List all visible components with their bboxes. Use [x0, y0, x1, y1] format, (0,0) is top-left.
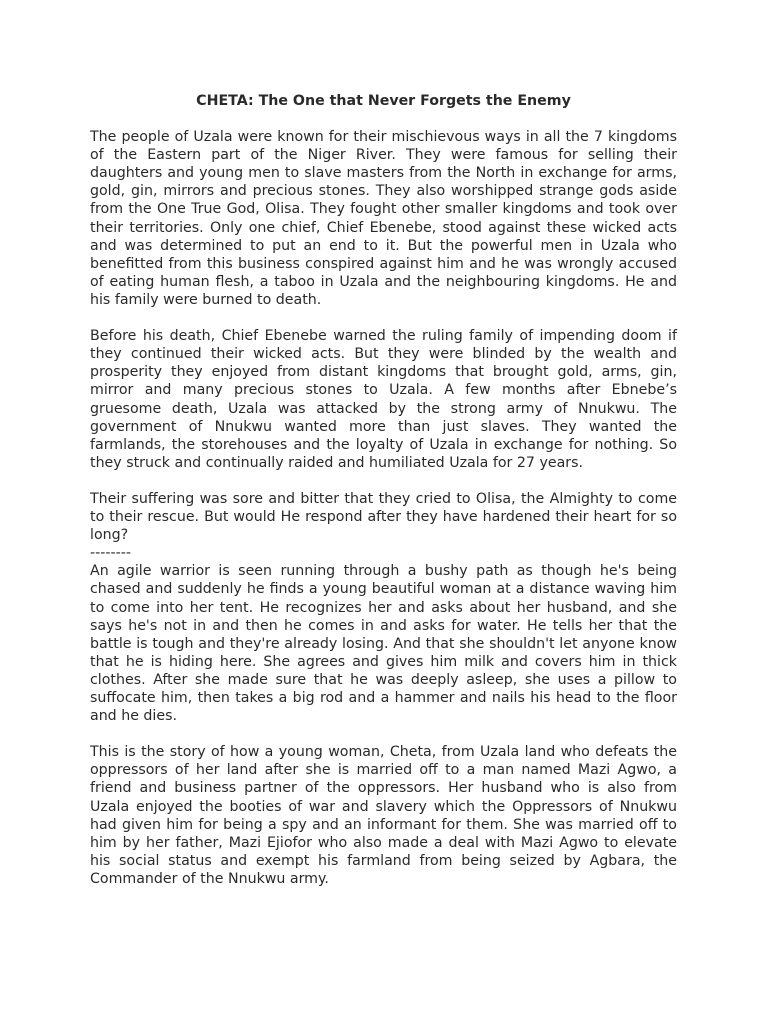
paragraph-5: This is the story of how a young woman, Cheta, from Uzala land who defeats the oppressors of her land after she is married off to a man named Mazi Agwo, a friend and business partner of the oppressors. Her husband who is also from Uzala enjoyed the booties of war and slavery which the Oppressors of Nnukwu had given him for being a spy and an informant for them. She was married off to him by her father, Mazi Ejiofor who also made a deal with Mazi Agwo to elevate his social status and exempt his farmland from being seized by Agbara, the Commander of the Nnukwu army. [90, 744, 677, 887]
paragraph-4: An agile warrior is seen running through a bushy path as though he's being chased and suddenly he finds a young beautiful woman at a distance waving him to come into her tent. He recognizes her and asks about her husband, and she says he's not in and then he comes in and asks for water. He tells her that the battle is tough and they're already losing. And that she shouldn't let anyone know that he is hiding here. She agrees and gives him milk and covers him in thick clothes. After she made sure that he was deeply asleep, she uses a pillow to suffocate him, then takes a big rod and a hammer and nails his head to the floor and he dies. [90, 563, 677, 725]
section-divider: -------- [90, 545, 131, 562]
paragraph-3: Their suffering was sore and bitter that they cried to Olisa, the Almighty to come to their rescue. But would He respond after they have hardened their heart for so long? [90, 490, 677, 544]
paragraph-1: The people of Uzala were known for their mischievous ways in all the 7 kingdoms of the Eastern part of the Niger River. They were famous for selling their daughters and young men to slave masters from the North in exchange for arms, gold, gin, mirrors and precious stones. They also worshipped strange gods aside from the One True God, Olisa. They fought other smaller kingdoms and took over their territories. Only one chief, Chief Ebenebe, stood against these wicked acts and was determined to put an end to it. But the powerful men in Uzala who benefitted from this business conspired against him and he was wrongly accused of eating human flesh, a taboo in Uzala and the neighbouring kingdoms. He and his family were burned to death. [90, 129, 677, 308]
document-title: CHETA: The One that Never Forgets the Enemy [196, 93, 571, 109]
paragraph-2: Before his death, Chief Ebenebe warned the ruling family of impending doom if they continued their wicked acts. But they were blinded by the wealth and prosperity they enjoyed from distant kingdoms that brought gold, arms, gin, mirror and many precious stones to Uzala. A few months after Ebnebe’s gruesome death, Uzala was attacked by the strong army of Nnukwu. The government of Nnukwu wanted more than just slaves. They wanted the farmlands, the storehouses and the loyalty of Uzala in exchange for nothing. So they struck and continually raided and humiliated Uzala for 27 years. [90, 328, 677, 471]
document-page [90, 92, 677, 906]
